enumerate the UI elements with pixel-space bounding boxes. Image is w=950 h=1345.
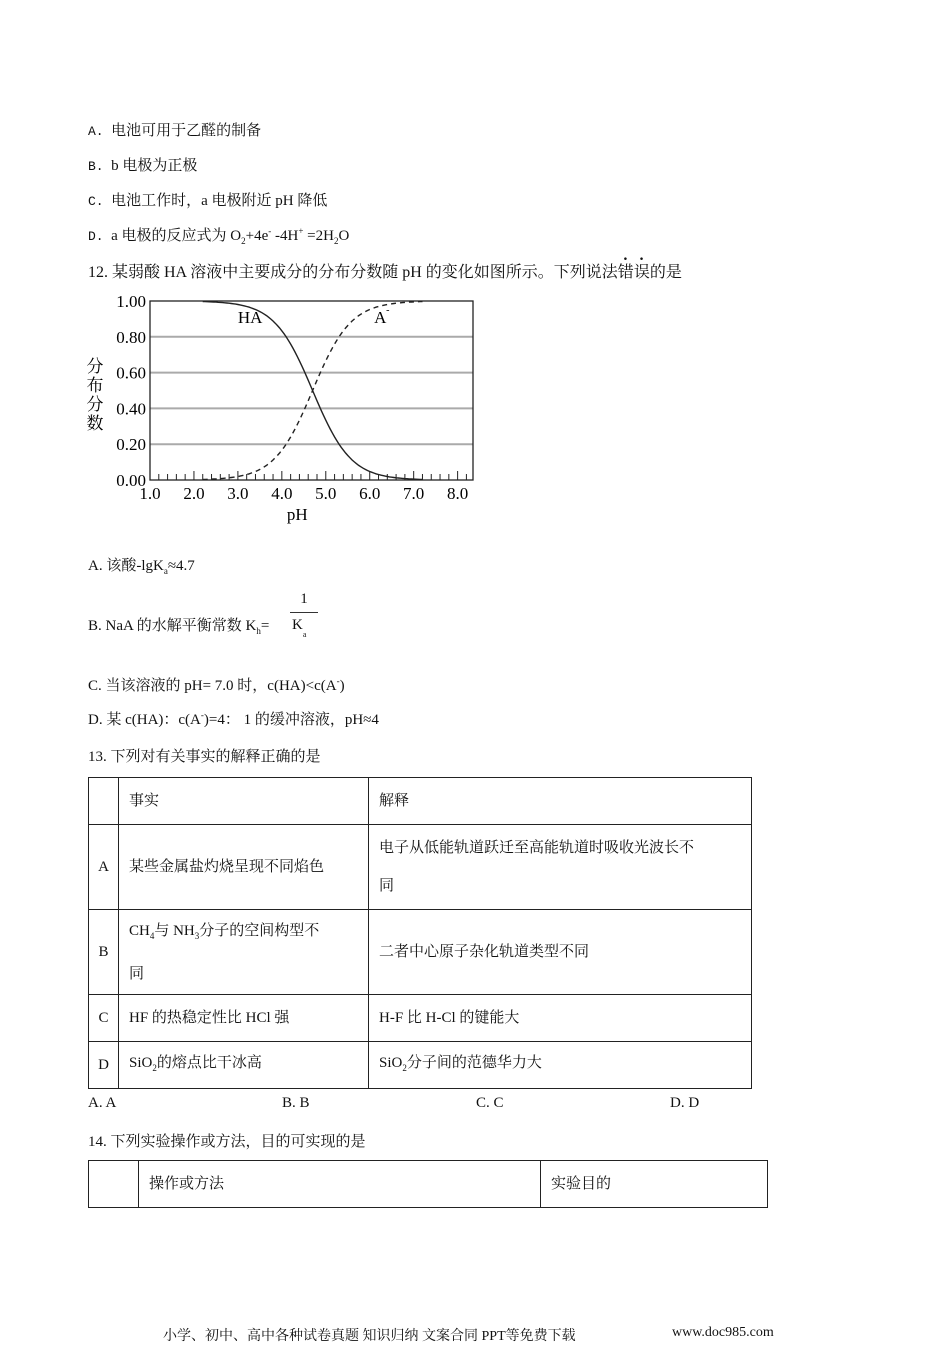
- option-b: [88, 154, 197, 175]
- t: D. 某 c(HA)：c(A: [88, 712, 201, 728]
- option-c: [88, 189, 327, 210]
- q13-table: [88, 777, 752, 1089]
- sup: -: [336, 676, 340, 686]
- x-tick-label: 7.0: [403, 484, 425, 503]
- t: 分子的空间构型不: [199, 922, 320, 939]
- header-cell: [89, 1161, 139, 1208]
- series-label-A-sup: -: [386, 305, 390, 316]
- sub: 2: [402, 1062, 407, 1073]
- sub: 3: [194, 930, 200, 941]
- y-tick-label: 0.80: [116, 327, 146, 347]
- sup: -: [200, 710, 204, 720]
- sub: h: [256, 626, 261, 636]
- question-12-stem: [88, 259, 682, 282]
- choice-d: D. D: [670, 1095, 700, 1111]
- sub: 2: [333, 236, 339, 246]
- t: 的熔点比干冰高: [156, 1054, 262, 1071]
- x-tick-label: 1.0: [139, 484, 161, 503]
- q14-table: [88, 1160, 768, 1208]
- row-key: A: [89, 825, 119, 910]
- t: ≈4.7: [167, 558, 195, 574]
- sub: 2: [152, 1062, 157, 1073]
- choice-b: B. B: [282, 1095, 310, 1111]
- t: B. NaA 的水解平衡常数 K: [88, 618, 257, 634]
- t: K: [292, 617, 303, 633]
- fraction-denominator: [292, 617, 306, 639]
- y-tick-label: 0.00: [116, 471, 146, 490]
- sub: a: [163, 566, 168, 576]
- t: O: [338, 228, 350, 244]
- t: 同: [379, 878, 395, 894]
- footer-url[interactable]: www.doc985.com: [672, 1325, 774, 1340]
- table-header-row: [89, 778, 752, 825]
- y-tick-label: 0.20: [116, 435, 146, 455]
- series-label-HA: HA: [237, 308, 263, 327]
- fraction-numerator: 1: [300, 591, 308, 607]
- emphasis: 误: [633, 264, 650, 281]
- x-tick-label: 5.0: [315, 484, 337, 503]
- y-axis-label-char: 分: [86, 395, 104, 414]
- table-row: [89, 995, 752, 1042]
- sup: -: [268, 226, 272, 236]
- t: 与 NH: [154, 922, 195, 939]
- option-d: [88, 224, 349, 246]
- header-cell: 解释: [369, 778, 752, 825]
- t: ): [339, 678, 345, 694]
- t: =2H: [303, 228, 334, 244]
- option-text: 电池工作时，a 电极附近 pH 降低: [111, 193, 328, 209]
- q12-option-d: [88, 708, 379, 729]
- fact-cell: [119, 910, 369, 995]
- series-line-A-: [203, 302, 423, 480]
- t: 的是: [649, 264, 682, 281]
- t: C. 当该溶液的 pH= 7.0 时，c(HA)<c(A: [88, 678, 337, 694]
- t: a 电极的反应式为 O: [111, 228, 242, 244]
- header-cell: [89, 778, 119, 825]
- header-cell: 事实: [119, 778, 369, 825]
- question-14-stem: 14. 下列实验操作或方法，目的可实现的是: [88, 1134, 366, 1150]
- t: =: [260, 618, 270, 634]
- option-label: D.: [88, 229, 104, 244]
- option-text: [111, 228, 349, 244]
- y-axis-label-char: 布: [86, 376, 104, 395]
- header-cell: 操作或方法: [139, 1161, 541, 1208]
- table-row: [89, 910, 752, 995]
- row-key: B: [89, 910, 119, 995]
- option-text: 电池可用于乙醛的制备: [111, 123, 262, 139]
- explanation-cell: [369, 1042, 752, 1089]
- q12-option-b: [88, 614, 269, 636]
- x-tick-label: 8.0: [446, 484, 469, 503]
- q12-option-a: [88, 554, 195, 576]
- plot-frame: [150, 301, 473, 480]
- explanation-cell: H-F 比 H-Cl 的键能大: [369, 995, 752, 1042]
- sub: 2: [241, 236, 246, 246]
- y-tick-label: 1.00: [116, 292, 146, 311]
- t: -4H: [271, 228, 299, 244]
- question-13-stem: 13. 下列对有关事实的解释正确的是: [88, 749, 321, 765]
- header-cell: 实验目的: [541, 1161, 768, 1208]
- q12-option-c: [88, 674, 345, 695]
- y-axis-label-char: 数: [86, 414, 104, 433]
- row-key: C: [89, 995, 119, 1042]
- table-row: [89, 825, 752, 910]
- sub: 4: [149, 930, 155, 941]
- row-key: D: [89, 1042, 119, 1089]
- x-tick-label: 2.0: [183, 484, 205, 503]
- sup: +: [298, 226, 304, 236]
- y-tick-label: 0.40: [116, 399, 146, 419]
- sub: a: [302, 630, 307, 639]
- t: CH: [129, 922, 150, 939]
- t: 分子间的范德华力大: [406, 1054, 542, 1071]
- fraction-bar: [290, 612, 318, 613]
- series-label-A: A: [374, 308, 387, 327]
- t: A. 该酸-lgK: [88, 558, 164, 574]
- y-tick-label: 0.60: [116, 363, 146, 383]
- option-label: A.: [88, 124, 104, 139]
- x-tick-label: 6.0: [359, 484, 381, 503]
- table-row: [89, 1042, 752, 1089]
- distribution-chart: [80, 285, 490, 525]
- option-label: B.: [88, 159, 104, 174]
- t: 同: [129, 965, 145, 982]
- fact-cell: 某些金属盐灼烧呈现不同焰色: [119, 825, 369, 910]
- option-label: C.: [88, 194, 104, 209]
- choice-a: A. A: [88, 1095, 117, 1111]
- x-tick-label: 4.0: [271, 484, 293, 503]
- t: SiO: [129, 1054, 153, 1071]
- x-axis-label: pH: [286, 505, 308, 524]
- fact-cell: [119, 1042, 369, 1089]
- t: 电子从低能轨道跃迁至高能轨道时吸收光波长不: [379, 840, 695, 856]
- table-header-row: [89, 1161, 768, 1208]
- y-axis-label-char: 分: [86, 357, 104, 376]
- explanation-cell: [369, 825, 752, 910]
- t: SiO: [379, 1054, 403, 1071]
- emphasis: 错: [617, 264, 634, 281]
- t: 12. 某弱酸 HA 溶液中主要成分的分布分数随 pH 的变化如图所示。下列说法: [88, 264, 618, 281]
- footer-text: 小学、初中、高中各种试卷真题 知识归纳 文案合同 PPT等免费下载: [163, 1329, 576, 1344]
- explanation-cell: 二者中心原子杂化轨道类型不同: [369, 910, 752, 995]
- t: +4e: [245, 228, 269, 244]
- choice-c: C. C: [476, 1095, 504, 1111]
- x-tick-label: 3.0: [227, 484, 249, 503]
- option-text: b 电极为正极: [111, 158, 198, 174]
- option-a: [88, 119, 261, 140]
- fact-cell: HF 的热稳定性比 HCl 强: [119, 995, 369, 1042]
- t: )=4： 1 的缓冲溶液，pH≈4: [203, 712, 379, 728]
